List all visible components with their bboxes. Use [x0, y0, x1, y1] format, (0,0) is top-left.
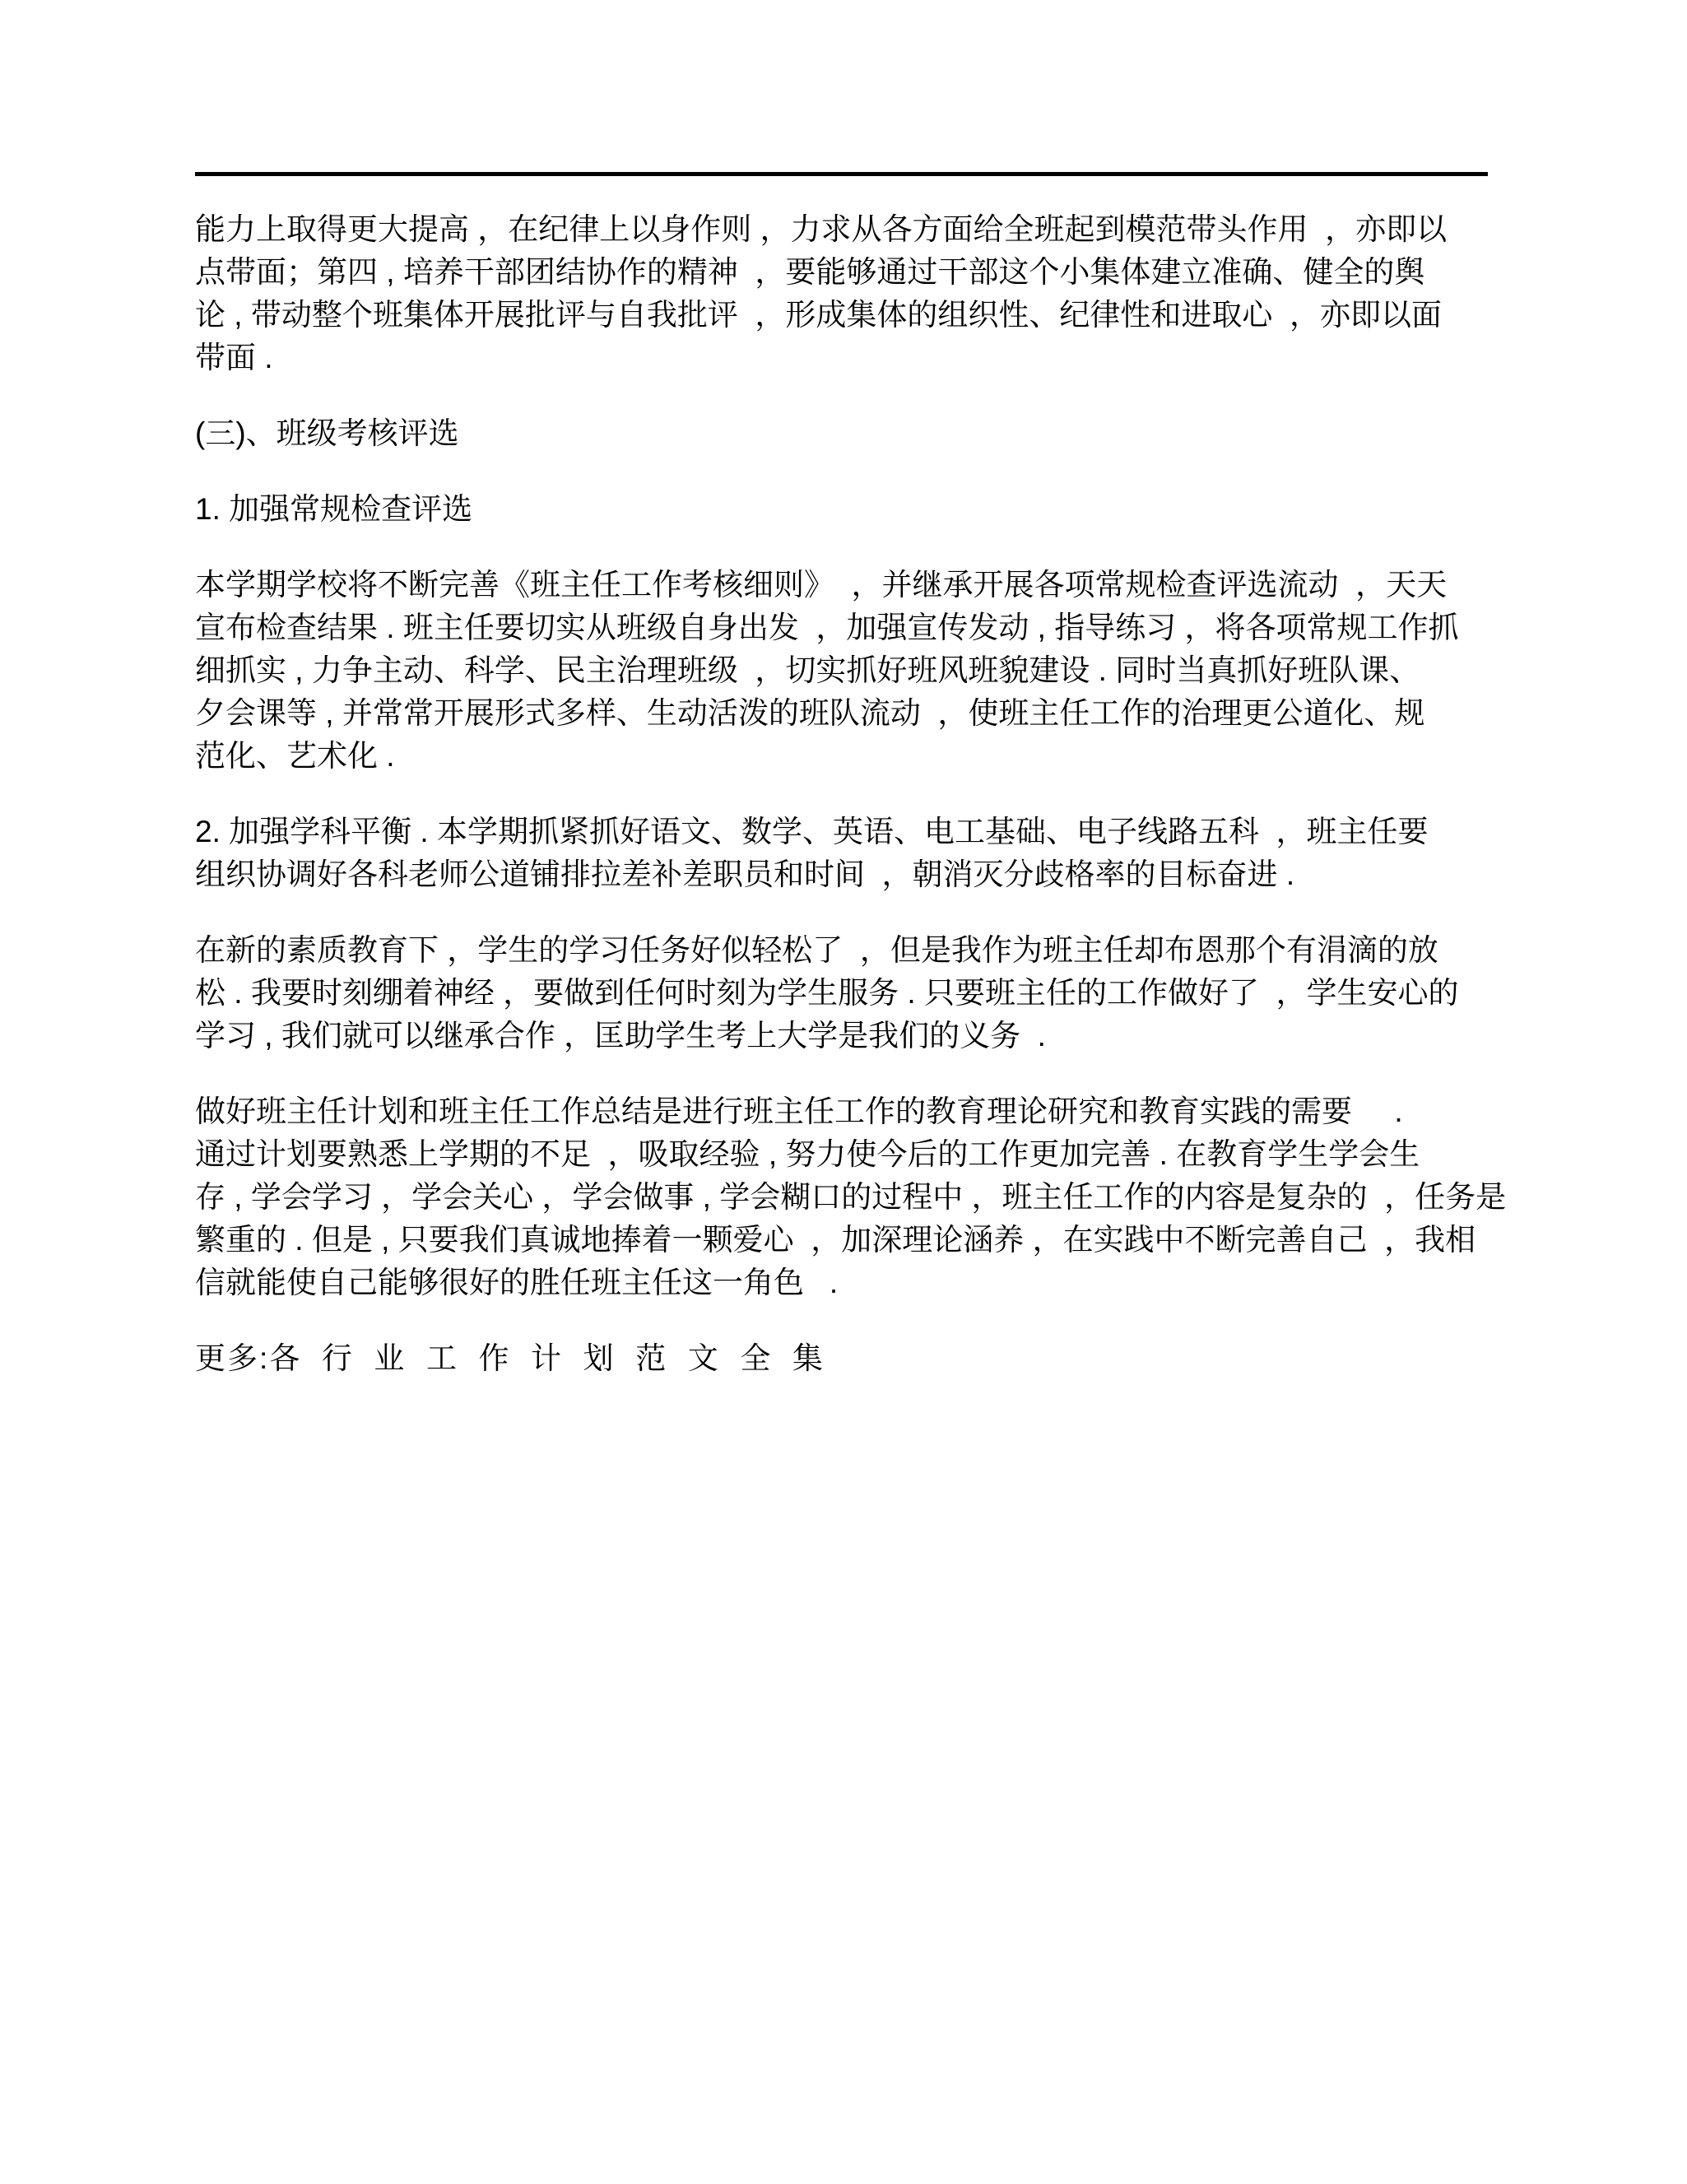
text-paragraph [195, 208, 1512, 379]
text-line: 2. 加强学科平衡 . 本学期抓紧抓好语文、数学、英语、电工基础、电子线路五科 ，班主任要 [195, 815, 1429, 848]
text-line: 学习 , 我们就可以继承合作 ，匡助学生考上大学是我们的义务 . [195, 1019, 1046, 1053]
text-paragraph [195, 929, 1512, 1057]
text-line: 宣布检查结果 . 班主任要切实从班级自身出发 ，加强宣传发动 , 指导练习 ，将各项常规工作抓 [195, 611, 1459, 644]
footer-paragraph [195, 1337, 1512, 1380]
text-line: 范化、艺术化 . [195, 739, 395, 773]
text-line: 1. 加强常规检查评选 [195, 492, 473, 526]
text-line: 松 . 我要时刻绷着神经 ，要做到任何时刻为学生服务 . 只要班主任的工作做好了 ，学生安心的 [195, 976, 1459, 1010]
text-line: 通过计划要熟悉上学期的不足 ，吸取经验 , 努力使今后的工作更加完善 . 在教育学生学会生 [195, 1137, 1420, 1171]
text-line: 信就能使自己能够很好的胜任班主任这一角色 . [195, 1266, 839, 1299]
text-paragraph [195, 1090, 1512, 1304]
text-line: (三)、班级考核评选 [195, 416, 459, 450]
text-line: 论 , 带动整个班集体开展批评与自我批评 ，形成集体的组织性、纪律性和进取心 ，亦即以面 [195, 298, 1442, 332]
text-line: 能力上取得更大提高 ，在纪律上以身作则 ，力求从各方面给全班起到模范带头作用 ，亦即以 [195, 212, 1448, 246]
text-line: 在新的素质教育下 ，学生的学习任务好似轻松了 ，但是我作为班主任却布恩那个有涓滴的放 [195, 933, 1438, 967]
text-line: 细抓实 , 力争主动、科学、民主治理班级 ，切实抓好班风班貌建设 . 同时当真抓好班队课、 [195, 653, 1420, 687]
text-line: 组织协调好各科老师公道铺排拉差补差职员和时间 ，朝消灭分歧格率的目标奋进 . [195, 857, 1295, 891]
text-line: 更多:各 行 业 工 作 计 划 范 文 全 集 [195, 1341, 825, 1375]
text-line: 带面 . [195, 341, 273, 374]
text-line: 存 , 学会学习 ，学会关心 ，学会做事 , 学会糊口的过程中 ，班主任工作的内容是复杂的 ，任务是 [195, 1180, 1507, 1214]
heading-paragraph [195, 412, 1512, 455]
text-line: 点带面；第四 , 培养干部团结协作的精神 ，要能够通过干部这个小集体建立准确、健全的舆 [195, 255, 1425, 289]
document-body [195, 176, 1512, 1380]
text-line: 做好班主任计划和班主任工作总结是进行班主任工作的教育理论研究和教育实践的需要 . [195, 1094, 1403, 1128]
heading-paragraph [195, 488, 1512, 531]
text-line: 本学期学校将不断完善《班主任工作考核细则》 ，并继承开展各项常规检查评选流动 ，天天 [195, 568, 1448, 602]
text-line: 夕会课等 , 并常常开展形式多样、生动活泼的班队流动 ，使班主任工作的治理更公道化、规 [195, 696, 1425, 730]
text-paragraph [195, 564, 1512, 778]
text-line: 繁重的 . 但是 , 只要我们真诚地捧着一颗爱心 ，加深理论涵养 ，在实践中不断完善自己 ，我相 [195, 1223, 1476, 1257]
text-paragraph [195, 811, 1512, 896]
